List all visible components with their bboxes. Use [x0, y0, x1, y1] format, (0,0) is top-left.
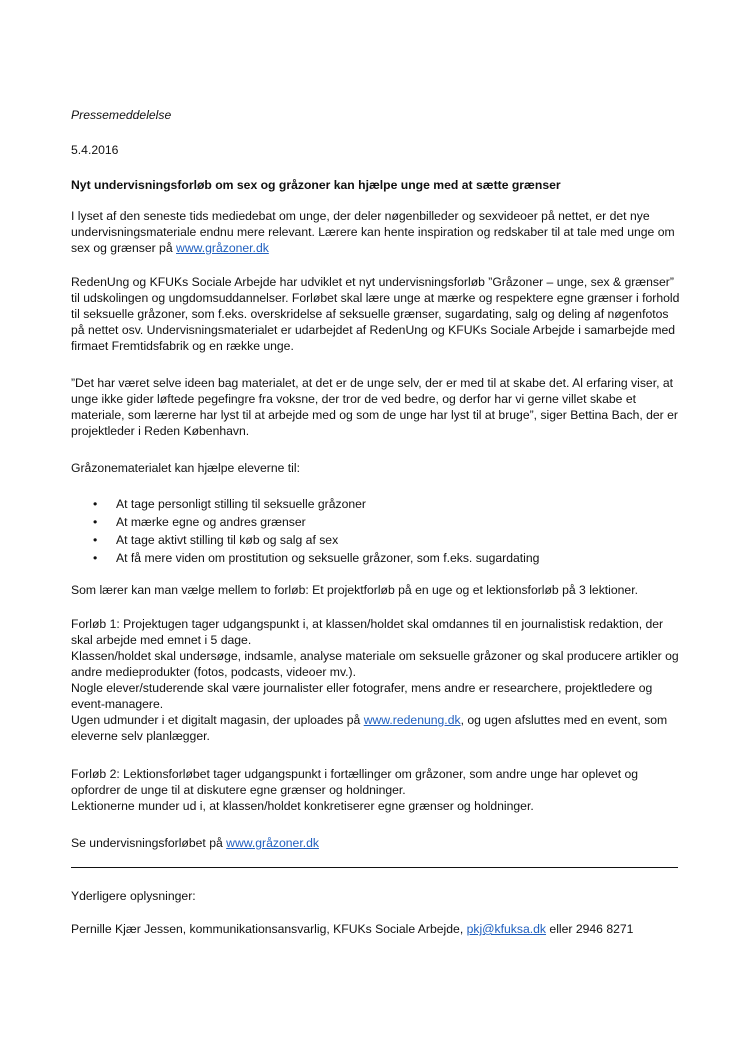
project-paragraph: RedenUng og KFUKs Sociale Arbejde har udviklet et nyt undervisningsforløb ”Gråzoner – unge, sex & grænser” til udskolingen og ungdomsuddannelser. Forløbet skal lære unge at mærke og respektere egne grænser i forhold til seksuelle gråzoner, som f.eks. overskridelse af seksuelle grænser, sugardating, salg og deling af nøgenfotos på nettet osv. Undervisningsmaterialet er udarbejdet af RedenUng og KFUKs Sociale Arbejde i samarbejde med firmaet Fremtidsfabrik og en række unge.	[71, 275, 680, 353]
divider	[71, 867, 678, 868]
redenung-link[interactable]: www.redenung.dk	[363, 713, 461, 727]
course1-line1: Forløb 1: Projektugen tager udgangspunkt i, at klassen/holdet skal omdannes til en journalistisk redaktion, der skal arbejde med emnet i 5 dage.	[71, 617, 664, 647]
course1-line4-post: , og ugen afsluttes med en event, som eleverne selv planlægger.	[71, 713, 668, 743]
grazoner-link[interactable]: www.gråzoner.dk	[176, 241, 269, 255]
course1-line4-pre: Ugen udmunder i et digitalt magasin, der uploades på	[71, 713, 364, 727]
course1-line2: Klassen/holdet skal undersøge, indsamle, analyse materiale om seksuelle gråzoner og skal producere artikler og andre medieprodukter (fotos, podcasts, videoer mv.).	[71, 649, 679, 679]
intro-text: I lyset af den seneste tids mediedebat om unge, der deler nøgenbilleder og sexvideoer på nettet, er det nye undervisningsmateriale endnu mere relevant. Lærere kan hente inspiration og redskaber til at tale med unge om sex og grænser på	[71, 209, 675, 255]
course2-section	[71, 766, 681, 814]
list-item: • At mærke egne og andres grænser	[71, 514, 671, 532]
course1-section	[71, 616, 681, 744]
benefits-list	[71, 496, 671, 568]
document-title: Nyt undervisningsforløb om sex og gråzoner kan hjælpe unge med at sætte grænser	[71, 178, 561, 192]
quote-paragraph: ”Det har været selve ideen bag materialet, at det er de unge selv, der er med til at skabe det. Al erfaring viser, at unge ikke gider løftede pegefingre fra voksne, der tror de ved bedre, og derfor har vi gerne villet skabe et materiale, som lærerne har lyst til at arbejde med og som de unge har lyst til at bruge”, siger Bettina Bach, der er projektleder i Reden København.	[71, 376, 678, 438]
course2-line1: Forløb 2: Lektionsforløbet tager udgangspunkt i fortællinger om gråzoner, som andre unge har oplevet og opfordrer de unge til at diskutere egne grænser og holdninger.	[71, 767, 639, 797]
contact-line	[71, 921, 681, 937]
email-link[interactable]: pkj@kfuksa.dk	[466, 922, 547, 936]
choice-paragraph: Som lærer kan man vælge mellem to forløb: Et projektforløb på en uge og et lektionsforløb på 3 lektioner.	[71, 583, 638, 597]
list-item: • At få mere viden om prostitution og seksuelle gråzoner, som f.eks. sugardating	[71, 550, 671, 568]
contact-text: Pernille Kjær Jessen, kommunikationsansvarlig, KFUKs Sociale Arbejde,	[71, 922, 467, 936]
course1-line3: Nogle elever/studerende skal være journalister eller fotografer, mens andre er researchere, projektledere og event-managere.	[71, 681, 653, 711]
course1-line4	[71, 712, 681, 744]
course2-line2: Lektionerne munder ud i, at klassen/holdet konkretiserer egne grænser og holdninger.	[71, 799, 534, 813]
more-info-heading: Yderligere oplysninger:	[71, 889, 196, 903]
see-text: Se undervisningsforløbet på	[71, 836, 227, 850]
document-date: 5.4.2016	[71, 143, 119, 157]
list-item: • At tage aktivt stilling til køb og salg af sex	[71, 532, 671, 550]
list-intro: Gråzonematerialet kan hjælpe eleverne til:	[71, 461, 300, 475]
intro-paragraph	[71, 208, 681, 256]
see-paragraph	[71, 835, 681, 851]
grazoner-link-2[interactable]: www.gråzoner.dk	[226, 836, 319, 850]
document-label: Pressemeddelelse	[71, 108, 172, 122]
list-item: • At tage personligt stilling til seksuelle gråzoner	[71, 496, 671, 514]
contact-phone: eller 2946 8271	[546, 922, 634, 936]
